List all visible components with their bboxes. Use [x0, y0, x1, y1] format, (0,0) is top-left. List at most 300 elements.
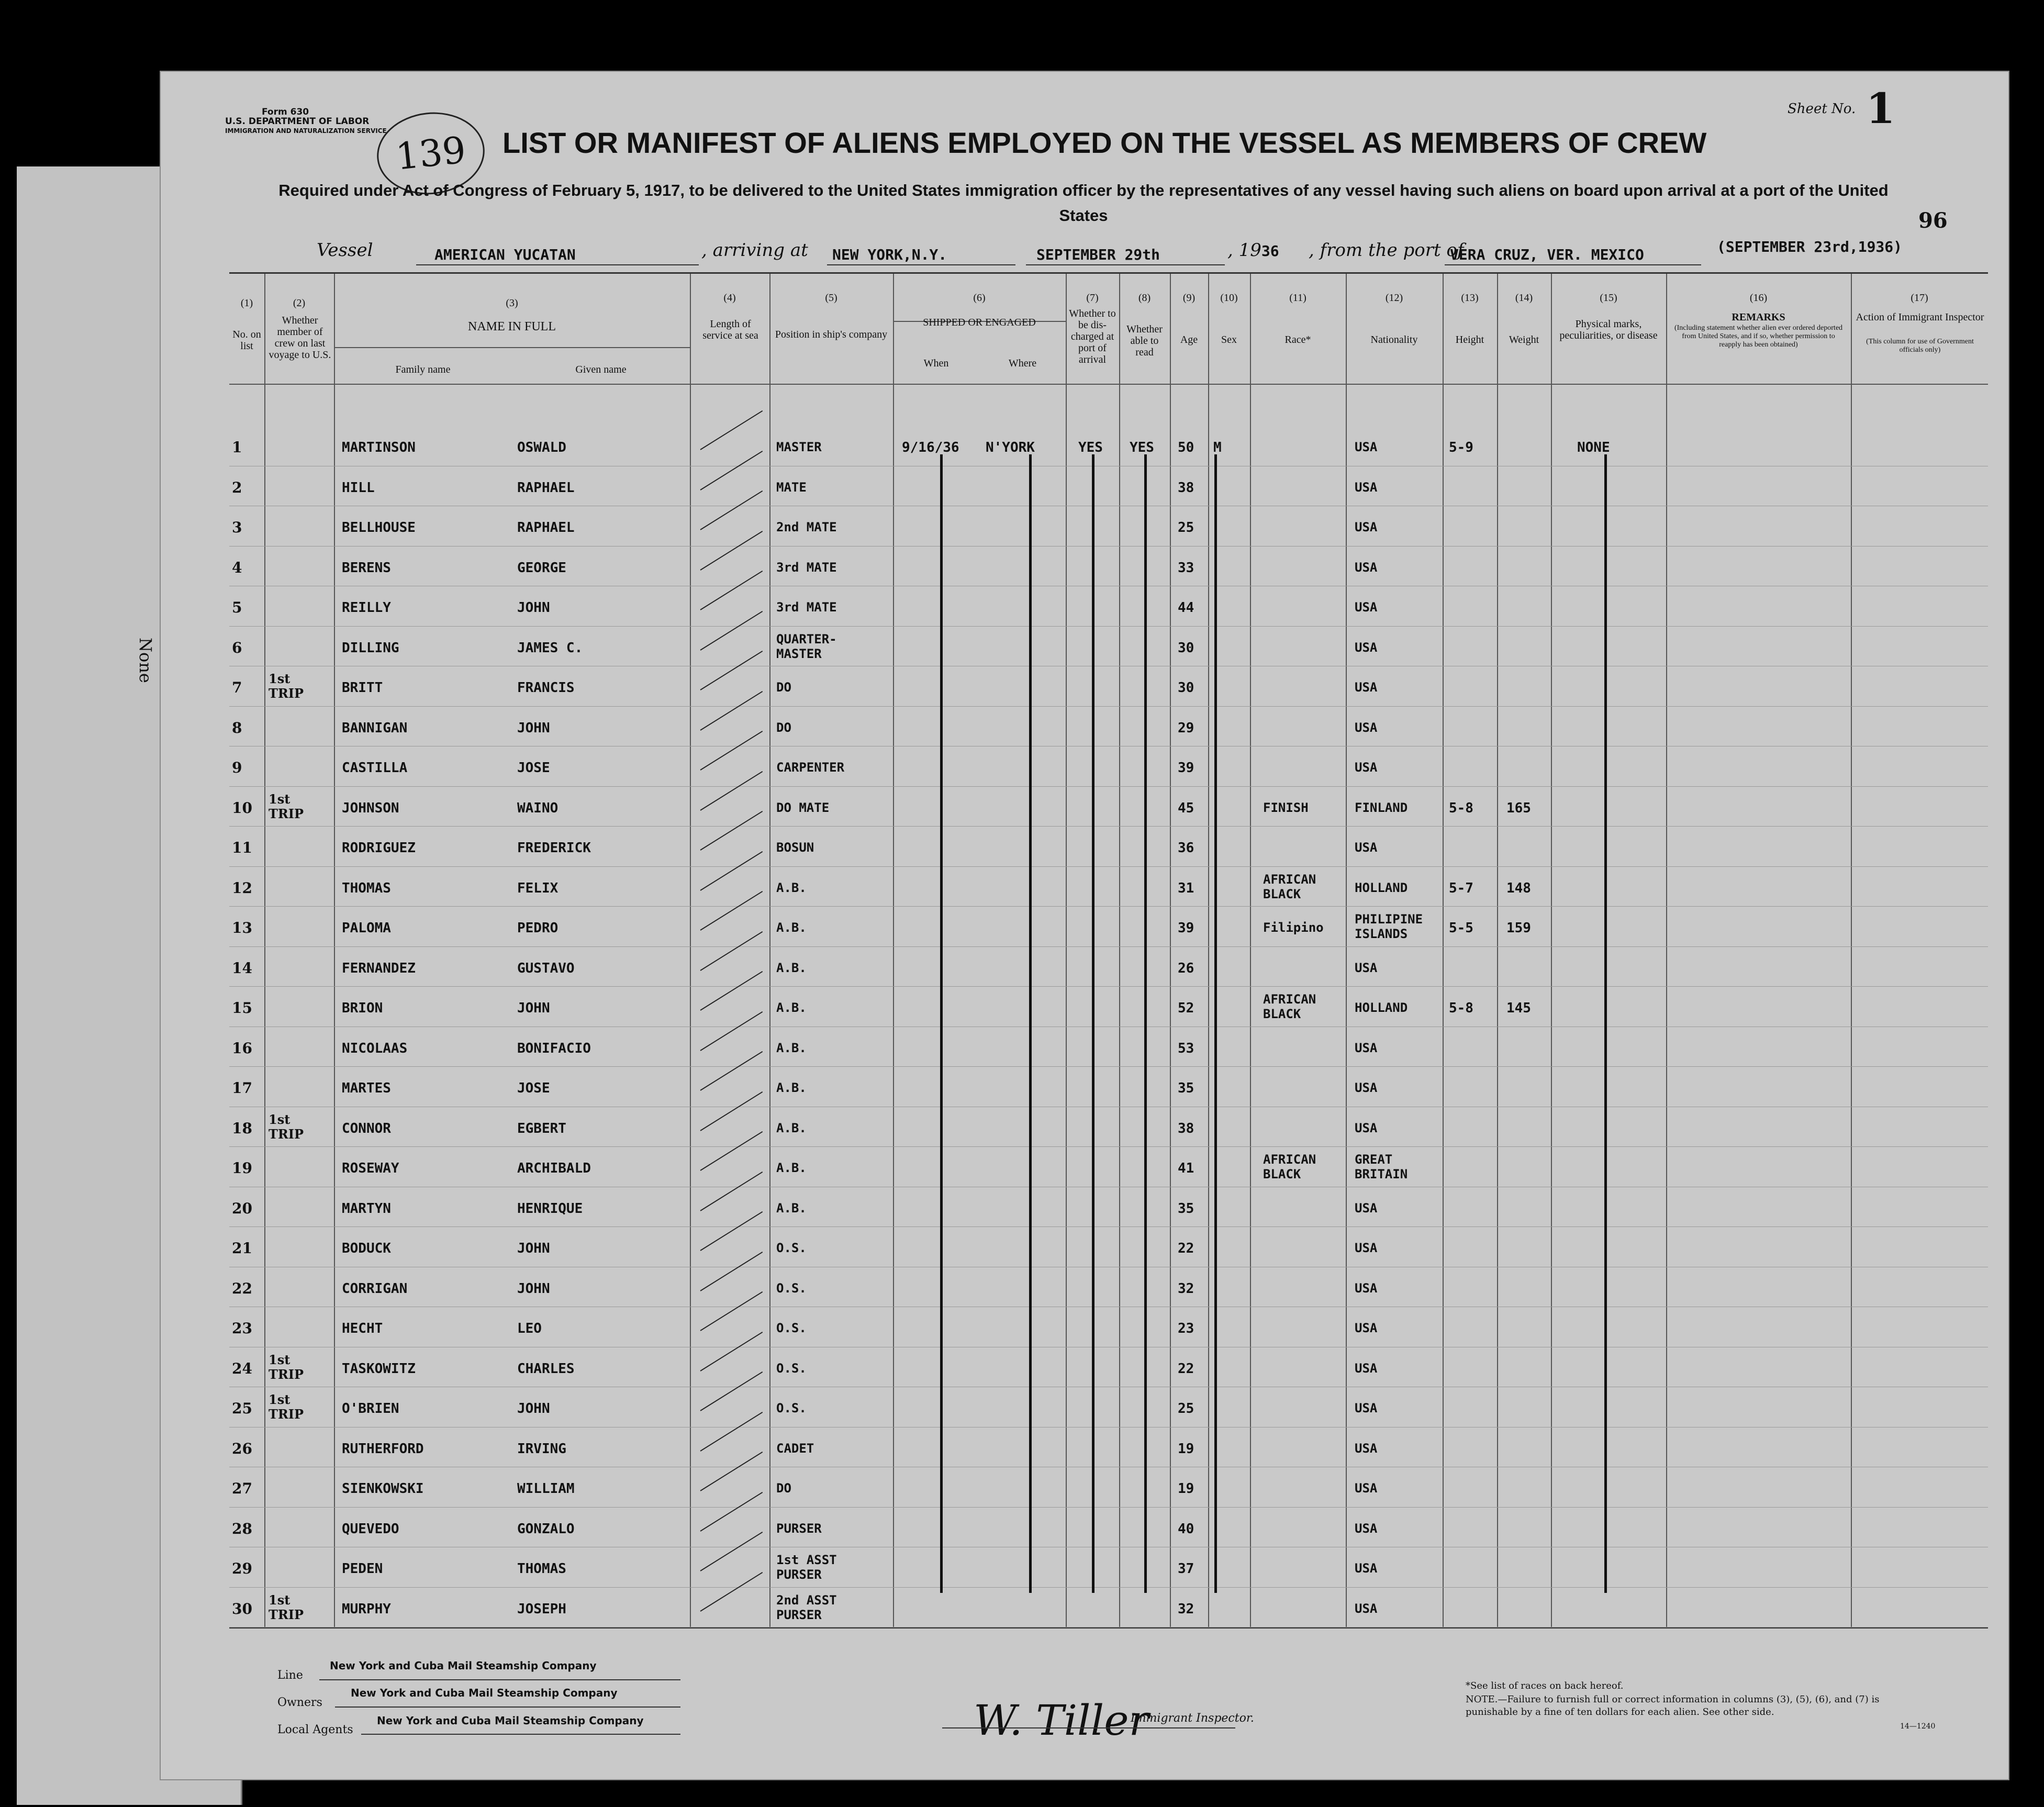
cell-family: REILLY: [342, 600, 391, 616]
hdr-num-14: (14): [1515, 292, 1533, 304]
cell-no: 5: [232, 599, 242, 616]
cell-family: BELLHOUSE: [342, 520, 416, 536]
cell-weight: 159: [1506, 920, 1531, 936]
cell-family: CORRIGAN: [342, 1280, 408, 1297]
cell-family: FERNANDEZ: [342, 960, 416, 976]
cell-trip: 1st TRIP: [269, 1392, 304, 1422]
row-separator: [229, 786, 1988, 787]
row-separator: [229, 1146, 1988, 1147]
cell-position: MASTER: [776, 440, 822, 454]
cell-given: JOHN: [517, 600, 550, 616]
cell-race: FINISH: [1263, 800, 1309, 815]
cell-no: 8: [232, 719, 242, 737]
cell-nationality: USA: [1355, 1200, 1378, 1215]
cell-given: GEORGE: [517, 560, 566, 576]
cell-no: 10: [232, 799, 252, 817]
cell-given: OSWALD: [517, 440, 566, 455]
cell-position: DO MATE: [776, 800, 830, 815]
cell-trip: 1st TRIP: [269, 1352, 304, 1382]
cell-nationality: USA: [1355, 1080, 1378, 1095]
cell-no: 7: [232, 679, 242, 696]
cell-age: 53: [1178, 1040, 1194, 1056]
cell-age: 35: [1178, 1080, 1194, 1096]
cell-family: PALOMA: [342, 920, 391, 936]
cell-weight: 145: [1506, 1000, 1531, 1016]
hdr-num-15: (15): [1600, 292, 1617, 304]
service-tick: [700, 1091, 763, 1131]
cell-position: PURSER: [776, 1521, 822, 1536]
cell-age: 45: [1178, 800, 1194, 816]
vessel-name: AMERICAN YUCATAN: [434, 246, 576, 263]
cell-family: MARTYN: [342, 1200, 391, 1217]
cell-position: 3rd MATE: [776, 600, 837, 615]
cell-height: 5-7: [1449, 880, 1473, 896]
service-tick: [700, 1291, 763, 1331]
cell-family: BANNIGAN: [342, 720, 408, 736]
arriving-at: NEW YORK,N.Y.: [832, 246, 947, 263]
ditto-read: [1144, 454, 1147, 1593]
cell-nationality: USA: [1355, 1040, 1378, 1055]
hdr-where: Where: [1008, 358, 1037, 369]
cell-age: 52: [1178, 1000, 1194, 1016]
cell-given: JOHN: [517, 1241, 550, 1256]
cell-age: 38: [1178, 1120, 1194, 1136]
cell-given: FELIX: [517, 880, 559, 896]
cell-position: A.B.: [776, 1200, 807, 1215]
service-tick: [700, 1251, 763, 1291]
hdr-family-name: Family name: [395, 364, 451, 375]
hdr-num-3: (3): [506, 297, 518, 309]
cell-age: 31: [1178, 880, 1194, 896]
cell-family: SIENKOWSKI: [342, 1481, 424, 1497]
hdr-num-6: (6): [973, 292, 986, 304]
cell-given: RAPHAEL: [517, 479, 575, 496]
cell-nationality: USA: [1355, 760, 1378, 775]
hdr-position: Position in ship's company: [775, 329, 888, 340]
cell-no: 15: [232, 999, 252, 1017]
cell-age: 33: [1178, 560, 1194, 576]
cell-age: 30: [1178, 680, 1194, 696]
note-penalty: NOTE.—Failure to furnish full or correct information in columns (3), (5), (6), and (7) is punishable by a fine of ten dollars for each alien. See other side.: [1466, 1694, 1880, 1717]
cell-given: JOHN: [517, 720, 550, 736]
hdr-age: Age: [1180, 334, 1198, 345]
hdr-when: When: [923, 358, 949, 369]
cell-family: TASKOWITZ: [342, 1360, 416, 1377]
cell-nationality: PHILIPINE ISLANDS: [1355, 912, 1423, 941]
line-value: New York and Cuba Mail Steamship Company: [330, 1659, 597, 1672]
row-separator: [229, 946, 1988, 947]
cell-given: IRVING: [517, 1441, 566, 1457]
owners-label: Owners: [277, 1696, 322, 1709]
sheet-label: Sheet No.: [1788, 101, 1856, 117]
hdr-discharged: Whether to be dis-charged at port of arrival: [1069, 308, 1116, 365]
cell-position: A.B.: [776, 1080, 807, 1095]
cell-family: NICOLAAS: [342, 1040, 408, 1056]
cell-no: 26: [232, 1440, 252, 1457]
agents-value: New York and Cuba Mail Steamship Company: [377, 1714, 644, 1727]
cell-no: 22: [232, 1279, 252, 1297]
cell-no: 9: [232, 759, 242, 776]
vessel-underline: [416, 264, 699, 265]
cell-age: 39: [1178, 760, 1194, 776]
cell-no: 21: [232, 1240, 252, 1257]
cell-no: 28: [232, 1520, 252, 1537]
service-tick: [700, 1452, 763, 1491]
cell-age: 29: [1178, 720, 1194, 736]
hdr-given-name: Given name: [575, 364, 627, 375]
cell-nationality: USA: [1355, 1360, 1378, 1376]
arrival-date: SEPTEMBER 29th: [1036, 246, 1160, 263]
cell-no: 14: [232, 959, 252, 977]
cell-nationality: USA: [1355, 479, 1378, 495]
cell-age: 44: [1178, 600, 1194, 616]
cell-given: JOSEPH: [517, 1601, 566, 1617]
service-tick: [700, 1211, 763, 1251]
cell-age: 38: [1178, 479, 1194, 496]
cell-given: FRANCIS: [517, 680, 575, 696]
hdr-num-2: (2): [293, 297, 306, 309]
cell-nationality: USA: [1355, 520, 1378, 534]
cell-age: 35: [1178, 1200, 1194, 1217]
cell-nationality: USA: [1355, 960, 1378, 975]
cell-family: BRITT: [342, 680, 383, 696]
row-separator: [229, 906, 1988, 907]
cell-given: JOSE: [517, 1080, 550, 1096]
cell-given: BONIFACIO: [517, 1040, 591, 1056]
service-tick: [700, 891, 763, 931]
cell-no: 20: [232, 1199, 252, 1217]
cell-nationality: USA: [1355, 1561, 1378, 1576]
cell-given: CHARLES: [517, 1360, 575, 1377]
cell-race: Filipino: [1263, 920, 1324, 935]
cell-position: A.B.: [776, 1000, 807, 1015]
cell-position: O.S.: [776, 1280, 807, 1296]
service-tick: [700, 571, 763, 610]
cell-race: AFRICAN BLACK: [1263, 992, 1316, 1021]
hdr-sex: Sex: [1221, 334, 1237, 345]
cell-nationality: USA: [1355, 600, 1378, 615]
cell-no: 16: [232, 1039, 252, 1057]
service-tick: [700, 1131, 763, 1171]
hdr-num-1: (1): [240, 297, 253, 309]
cell-age: 32: [1178, 1280, 1194, 1297]
cell-nationality: USA: [1355, 640, 1378, 655]
hdr-num-11: (11): [1289, 292, 1306, 304]
date-underline: [1026, 264, 1225, 265]
service-tick: [700, 1171, 763, 1211]
cell-age: 40: [1178, 1521, 1194, 1537]
cell-no: 12: [232, 879, 252, 897]
cell-family: PEDEN: [342, 1561, 383, 1577]
cell-age: 25: [1178, 1401, 1194, 1416]
service-tick: [700, 410, 763, 450]
hdr-action: Action of Immigrant Inspector: [1856, 311, 1984, 323]
cell-given: RAPHAEL: [517, 520, 575, 536]
cell-position: 2nd MATE: [776, 520, 837, 534]
hdr-race: Race*: [1285, 334, 1311, 345]
cell-no: 1: [232, 439, 242, 456]
service-tick: [700, 811, 763, 851]
cell-no: 30: [232, 1600, 252, 1618]
cell-sex: M: [1213, 440, 1222, 455]
cell-age: 25: [1178, 520, 1194, 536]
cell-nationality: USA: [1355, 1481, 1378, 1496]
cell-given: GUSTAVO: [517, 960, 575, 976]
cell-no: 2: [232, 478, 242, 496]
cell-height: 5-8: [1449, 800, 1473, 816]
cell-nationality: HOLLAND: [1355, 1000, 1408, 1015]
service-tick: [700, 771, 763, 810]
cell-race: AFRICAN BLACK: [1263, 872, 1316, 901]
cell-age: 19: [1178, 1481, 1194, 1497]
cell-height: 5-9: [1449, 440, 1473, 455]
cell-position: 1st ASST PURSER: [776, 1553, 837, 1582]
cell-nationality: USA: [1355, 840, 1378, 855]
service-tick: [700, 731, 763, 771]
hdr-num-8: (8): [1138, 292, 1151, 304]
ditto-when: [940, 454, 943, 1593]
cell-position: QUARTER- MASTER: [776, 631, 837, 661]
cell-nationality: USA: [1355, 440, 1378, 454]
row-separator: [229, 706, 1988, 707]
row-separator: [229, 1226, 1988, 1227]
hdr-num-13: (13): [1461, 292, 1479, 304]
cell-nationality: USA: [1355, 1280, 1378, 1296]
hdr-height: Height: [1455, 334, 1484, 345]
hdr-num-4: (4): [723, 292, 736, 304]
ditto-sex: [1214, 454, 1217, 1593]
form-info: Form 630 U.S. DEPARTMENT OF LABOR IMMIGRATION AND NATURALIZATION SERVICE: [225, 107, 387, 135]
row-separator: [229, 1066, 1988, 1067]
cell-nationality: GREAT BRITAIN: [1355, 1152, 1408, 1181]
cell-age: 23: [1178, 1321, 1194, 1336]
hdr-num-7: (7): [1086, 292, 1099, 304]
cell-given: JAMES C.: [517, 640, 583, 656]
cell-nationality: USA: [1355, 1241, 1378, 1255]
cell-family: ROSEWAY: [342, 1161, 399, 1176]
ditto-where: [1029, 454, 1032, 1593]
cell-given: FREDERICK: [517, 840, 591, 856]
cell-family: CONNOR: [342, 1120, 391, 1136]
sailed-date: (SEPTEMBER 23rd,1936): [1717, 238, 1903, 255]
service-tick: [700, 1051, 763, 1091]
cell-trip: 1st TRIP: [269, 1111, 304, 1142]
cell-height: 5-5: [1449, 920, 1473, 936]
cell-no: 3: [232, 519, 242, 536]
service-tick: [700, 1532, 763, 1571]
cell-given: JOHN: [517, 1401, 550, 1416]
cell-family: BODUCK: [342, 1241, 391, 1256]
service-tick: [700, 971, 763, 1011]
service-tick: [700, 610, 763, 650]
page-subtitle: Required under Act of Congress of February 5, 1917, to be delivered to the United States immigration officer by the representatives of any vessel having such aliens on board upon arrival at a port of the United States: [278, 181, 1889, 225]
circled-number: 139: [373, 107, 488, 200]
cell-race: AFRICAN BLACK: [1263, 1152, 1316, 1181]
cell-family: RUTHERFORD: [342, 1441, 424, 1457]
cell-family: BERENS: [342, 560, 391, 576]
cell-position: O.S.: [776, 1241, 807, 1255]
hdr-name-in-full: NAME IN FULL: [468, 320, 556, 333]
cell-no: 18: [232, 1119, 252, 1137]
cell-age: 30: [1178, 640, 1194, 656]
cell-trip: 1st TRIP: [269, 1592, 304, 1622]
cell-age: 22: [1178, 1360, 1194, 1377]
cell-position: CARPENTER: [776, 760, 845, 775]
cell-given: PEDRO: [517, 920, 559, 936]
hdr-num-17: (17): [1911, 292, 1928, 304]
cell-age: 39: [1178, 920, 1194, 936]
cell-position: A.B.: [776, 1161, 807, 1175]
cell-position: A.B.: [776, 880, 807, 895]
hdr-remarks: REMARKS: [1732, 311, 1785, 323]
cell-family: O'BRIEN: [342, 1401, 399, 1416]
cell-family: DILLING: [342, 640, 399, 656]
hdr-remarks-sub: (Including statement whether alien ever ordered deported from United States, and if so, whether permission to reapply has been obtained): [1674, 324, 1843, 349]
cell-no: 13: [232, 919, 252, 936]
arriving-underline: [827, 264, 1015, 265]
cell-given: JOHN: [517, 1280, 550, 1297]
cell-given: WAINO: [517, 800, 559, 816]
inspector-signature: W. Tiller: [974, 1696, 1149, 1745]
cell-position: 3rd MATE: [776, 560, 837, 575]
cell-trip: 1st TRIP: [269, 791, 304, 821]
cell-position: A.B.: [776, 1040, 807, 1055]
service-tick: [700, 651, 763, 690]
hdr-no-on-list: No. on list: [232, 329, 261, 352]
hdr-nationality: Nationality: [1370, 334, 1418, 345]
cell-family: BRION: [342, 1000, 383, 1016]
cell-nationality: USA: [1355, 1601, 1378, 1616]
cell-nationality: USA: [1355, 1441, 1378, 1456]
cell-age: 32: [1178, 1601, 1194, 1617]
cell-family: QUEVEDO: [342, 1521, 399, 1537]
vessel-label: Vessel: [317, 240, 373, 261]
cell-nationality: USA: [1355, 1521, 1378, 1536]
service-tick: [700, 450, 763, 490]
cell-nationality: USA: [1355, 1321, 1378, 1335]
cell-family: RODRIGUEZ: [342, 840, 416, 856]
cell-nationality: USA: [1355, 560, 1378, 575]
cell-position: O.S.: [776, 1321, 807, 1335]
hdr-num-9: (9): [1182, 292, 1196, 304]
hdr-num-10: (10): [1220, 292, 1238, 304]
cell-position: MATE: [776, 479, 807, 495]
cell-family: MARTINSON: [342, 440, 416, 455]
inspector-label: Immigrant Inspector.: [1131, 1712, 1254, 1725]
cell-position: DO: [776, 1481, 791, 1496]
cell-no: 17: [232, 1079, 252, 1097]
cell-given: LEO: [517, 1321, 542, 1336]
cell-position: O.S.: [776, 1360, 807, 1376]
cell-no: 11: [232, 839, 252, 856]
cell-position: A.B.: [776, 1120, 807, 1135]
cell-age: 22: [1178, 1241, 1194, 1256]
cell-nationality: USA: [1355, 1120, 1378, 1135]
ditto-discharged: [1092, 454, 1094, 1593]
cell-given: GONZALO: [517, 1521, 575, 1537]
form-code: 14—1240: [1900, 1722, 1936, 1731]
cell-weight: 165: [1506, 800, 1531, 816]
year: , 1936: [1227, 240, 1279, 261]
arriving-label: , arriving at: [701, 240, 808, 261]
cell-age: 26: [1178, 960, 1194, 976]
service-tick: [700, 1371, 763, 1411]
cell-no: 27: [232, 1480, 252, 1497]
cell-family: HECHT: [342, 1321, 383, 1336]
service-tick: [700, 931, 763, 971]
cell-position: DO: [776, 680, 791, 695]
cell-no: 24: [232, 1359, 252, 1377]
cell-no: 4: [232, 559, 242, 576]
hdr-able-to-read: Whether able to read: [1126, 324, 1163, 358]
cell-given: JOSE: [517, 760, 550, 776]
service-tick: [700, 851, 763, 890]
from-port: VERA CRUZ, VER. MEXICO: [1450, 246, 1644, 263]
cell-given: HENRIQUE: [517, 1200, 583, 1217]
row-separator: [229, 866, 1988, 867]
crew-table: [229, 272, 1988, 1628]
hdr-last-voyage: Whether member of crew on last voyage to U.S.: [269, 315, 331, 361]
agents-label: Local Agents: [277, 1723, 353, 1736]
line-label: Line: [277, 1669, 303, 1682]
service-tick: [700, 1331, 763, 1371]
cell-when: 9/16/36: [902, 440, 959, 455]
cell-position: BOSUN: [776, 840, 814, 855]
cell-family: CASTILLA: [342, 760, 408, 776]
hdr-action-sub: (This column for use of Government officials only): [1866, 338, 1974, 354]
row-separator: [229, 826, 1988, 827]
page-title: LIST OR MANIFEST OF ALIENS EMPLOYED ON THE VESSEL AS MEMBERS OF CREW: [502, 126, 1707, 159]
service-tick: [700, 690, 763, 730]
cell-nationality: USA: [1355, 1401, 1378, 1415]
cell-family: JOHNSON: [342, 800, 399, 816]
hdr-num-5: (5): [825, 292, 837, 304]
cell-age: 41: [1178, 1161, 1194, 1176]
sheet-number: 1: [1866, 84, 1895, 133]
hdr-num-16: (16): [1749, 292, 1768, 304]
cell-family: MARTES: [342, 1080, 391, 1096]
port-underline: [1445, 264, 1701, 265]
row-separator: [229, 1507, 1988, 1508]
row-separator: [229, 1587, 1988, 1588]
cell-age: 19: [1178, 1441, 1194, 1457]
cell-position: A.B.: [776, 920, 807, 935]
cell-nationality: FINLAND: [1355, 800, 1408, 815]
cell-read: YES: [1130, 440, 1154, 455]
hdr-shipped-engaged: SHIPPED OR ENGAGED: [923, 317, 1036, 328]
service-tick: [700, 490, 763, 530]
cell-no: 29: [232, 1560, 252, 1577]
cell-nationality: USA: [1355, 720, 1378, 735]
row-separator: [229, 986, 1988, 987]
service-tick: [700, 1411, 763, 1451]
cell-given: ARCHIBALD: [517, 1161, 591, 1176]
cell-position: A.B.: [776, 960, 807, 975]
cell-position: 2nd ASST PURSER: [776, 1592, 837, 1622]
cell-height: 5-8: [1449, 1000, 1473, 1016]
service-tick: [700, 1011, 763, 1051]
note-races: *See list of races on back hereof.: [1466, 1680, 1624, 1691]
ditto-marks: [1604, 454, 1607, 1593]
cell-no: 25: [232, 1400, 252, 1417]
cell-age: 50: [1178, 440, 1194, 455]
cell-age: 37: [1178, 1561, 1194, 1577]
page-number: 96: [1918, 208, 1948, 233]
cell-no: 19: [232, 1159, 252, 1177]
flap-entry: None: [136, 638, 155, 683]
owners-value: New York and Cuba Mail Steamship Company: [351, 1687, 618, 1699]
from-label: , from the port of: [1309, 240, 1464, 261]
